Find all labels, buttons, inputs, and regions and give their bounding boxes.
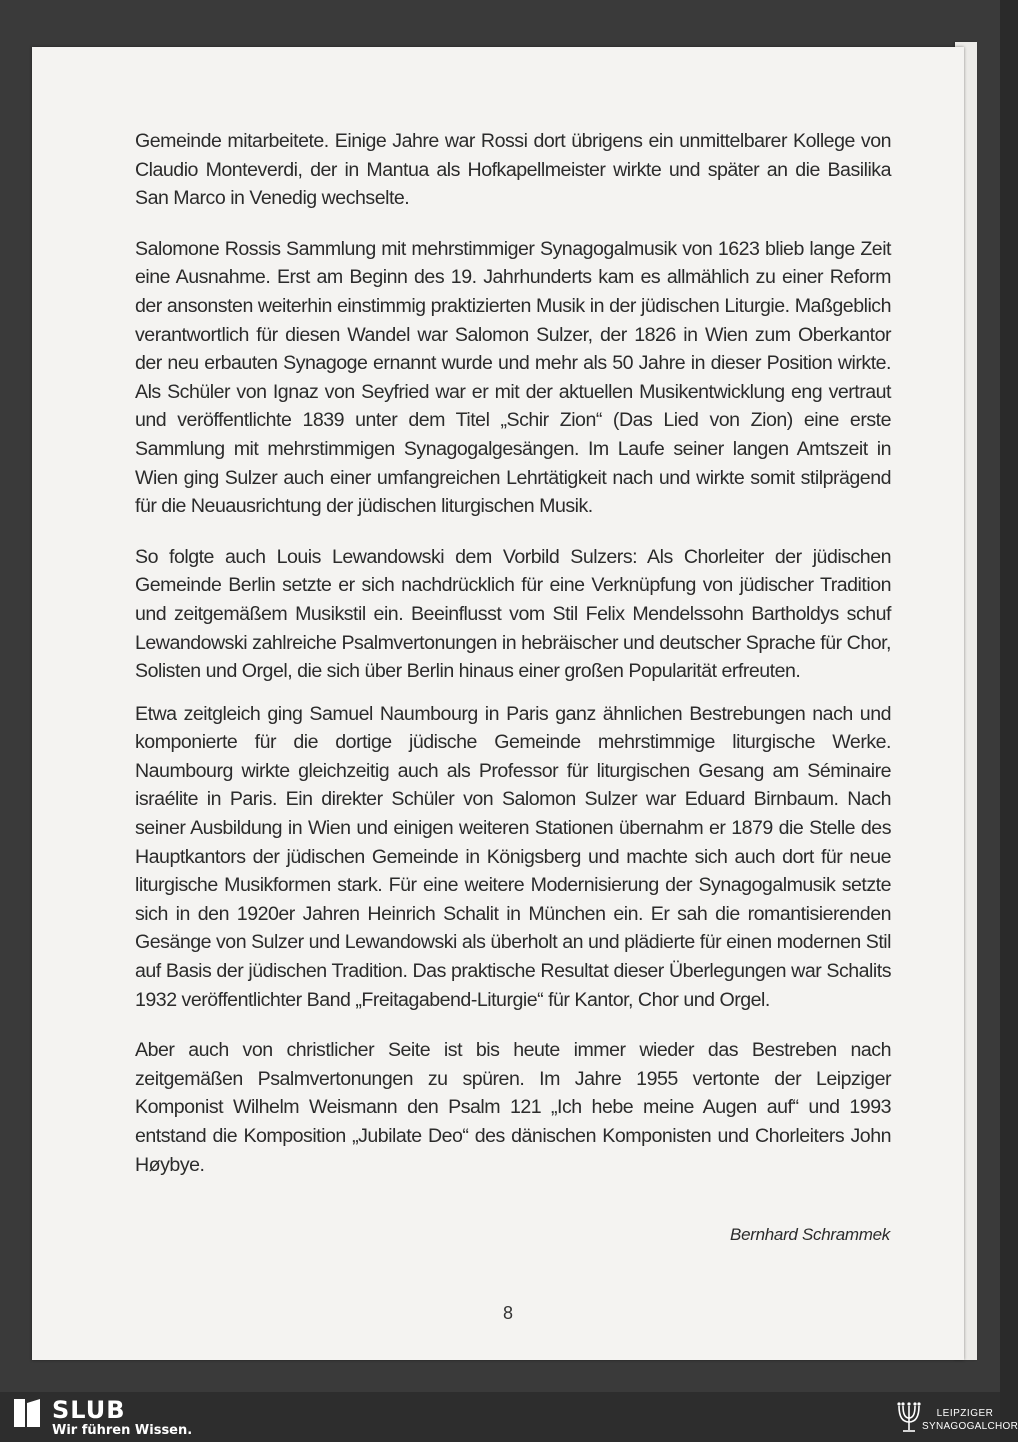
choir-name-line1: LEIPZIGER [936, 1408, 994, 1419]
paragraph-3: So folgte auch Louis Lewandowski dem Vorbild Sulzers: Als Chorleiter der jüdischen Gemeinde Berlin setzte er sich nachdrücklich für eine Verknüpfung von jüdischer Tradition und zeitgemäßem Musikstil ein. Beeinflusst vom Stil Felix Mendelssohn Bartholdys schuf Lewandowski zahlreiche Psalmvertonungen in hebräischer und deutscher Sprache für Chor, Solisten und Orgel, die sich über Berlin hinaus einer großen Popularität erfreuten. [135, 545, 891, 683]
paragraph-2: Salomone Rossis Sammlung mit mehrstimmiger Synagogalmusik von 1623 blieb lange Zeit eine Ausnahme. Erst am Beginn des 19. Jahrhunderts kam es allmählich zu einer Reform der ansonsten weiterhin einstimmig praktizierten Musik in der jüdischen Liturgie. Maßgeblich verantwortlich für diesen Wandel war Salomon Sulzer, der 1826 in Wien zum Oberkantor der neu erbauten Synagoge ernannt wurde und mehr als 50 Jahre in dieser Position wirkte. Als Schüler von Ignaz von Seyfried war er mit der aktuellen Musikentwicklung eng vertraut und veröffentlichte 1839 unter dem Titel „Schir Zion“ (Das Lied von Zion) eine erste Sammlung mit mehrstimmigen Synagogalgesängen. Im Laufe seiner langen Amtszeit in Wien ging Sulzer auch einer umfangreichen Lehrtätigkeit nach und wirkte somit stilprägend für die Neuausrichtung der jüdischen liturgischen Musik. [135, 237, 891, 518]
slub-book-icon [14, 1399, 40, 1427]
slub-tagline: Wir führen Wissen. [52, 1423, 193, 1438]
paragraph-5: Aber auch von christlicher Seite ist bis heute immer wieder das Bestreben nach zeitgemäßen Psalmvertonungen zu spüren. Im Jahre 1955 vertonte der Leipziger Komponist Wilhelm Weismann den Psalm 121 „Ich hebe meine Augen auf“ und 1993 entstand die Komposition „Jubilate Deo“ des dänischen Komponisten und Chorleiters John Høybye. [135, 1039, 891, 1176]
choir-name-line2: SYNAGOGALCHOR [922, 1421, 1018, 1432]
menorah-icon [895, 1400, 923, 1434]
footer-bar [0, 1392, 1018, 1442]
paragraph-1: Gemeinde mitarbeitete. Einige Jahre war Rossi dort übrigens ein unmittelbarer Kollege von Claudio Monteverdi, der in Mantua als Hofkapellmeister wirkte und später an die Basilika San Marco in Venedig wechselte. [135, 130, 891, 210]
page-number: 8 [502, 1303, 513, 1323]
body-text [135, 127, 891, 1201]
author-signature: Bernhard Schrammek [730, 1225, 890, 1244]
slub-title: SLUB [52, 1396, 126, 1424]
book-page [32, 47, 964, 1360]
paragraph-4: Etwa zeitgleich ging Samuel Naumbourg in Paris ganz ähnlichen Bestrebungen nach und komponierte für die dortige jüdische Gemeinde mehrstimmige liturgische Werke. Naumbourg wirkte gleichzeitig auch als Professor für liturgischen Gesang am Séminaire israélite in Paris. Ein direkter Schüler von Salomon Sulzer war Eduard Birnbaum. Nach seiner Ausbildung in Wien und einigen weiteren Stationen übernahm er 1879 die Stelle des Hauptkantors der jüdischen Gemeinde in Königsberg und machte sich auch dort für neue liturgische Musikformen stark. Für eine weitere Modernisierung der Synagogalmusik setzte sich in den 1920er Jahren Heinrich Schalit in München ein. Er sah die romantisierenden Gesänge von Sulzer und Lewandowski als überholt an und plädierte für einen modernen Stil auf Basis der jüdischen Tradition. Das praktische Resultat dieser Überlegungen war Schalits 1932 veröffentlichter Band „Freitagabend-Liturgie“ für Kantor, Chor und Orgel. [135, 702, 891, 1011]
